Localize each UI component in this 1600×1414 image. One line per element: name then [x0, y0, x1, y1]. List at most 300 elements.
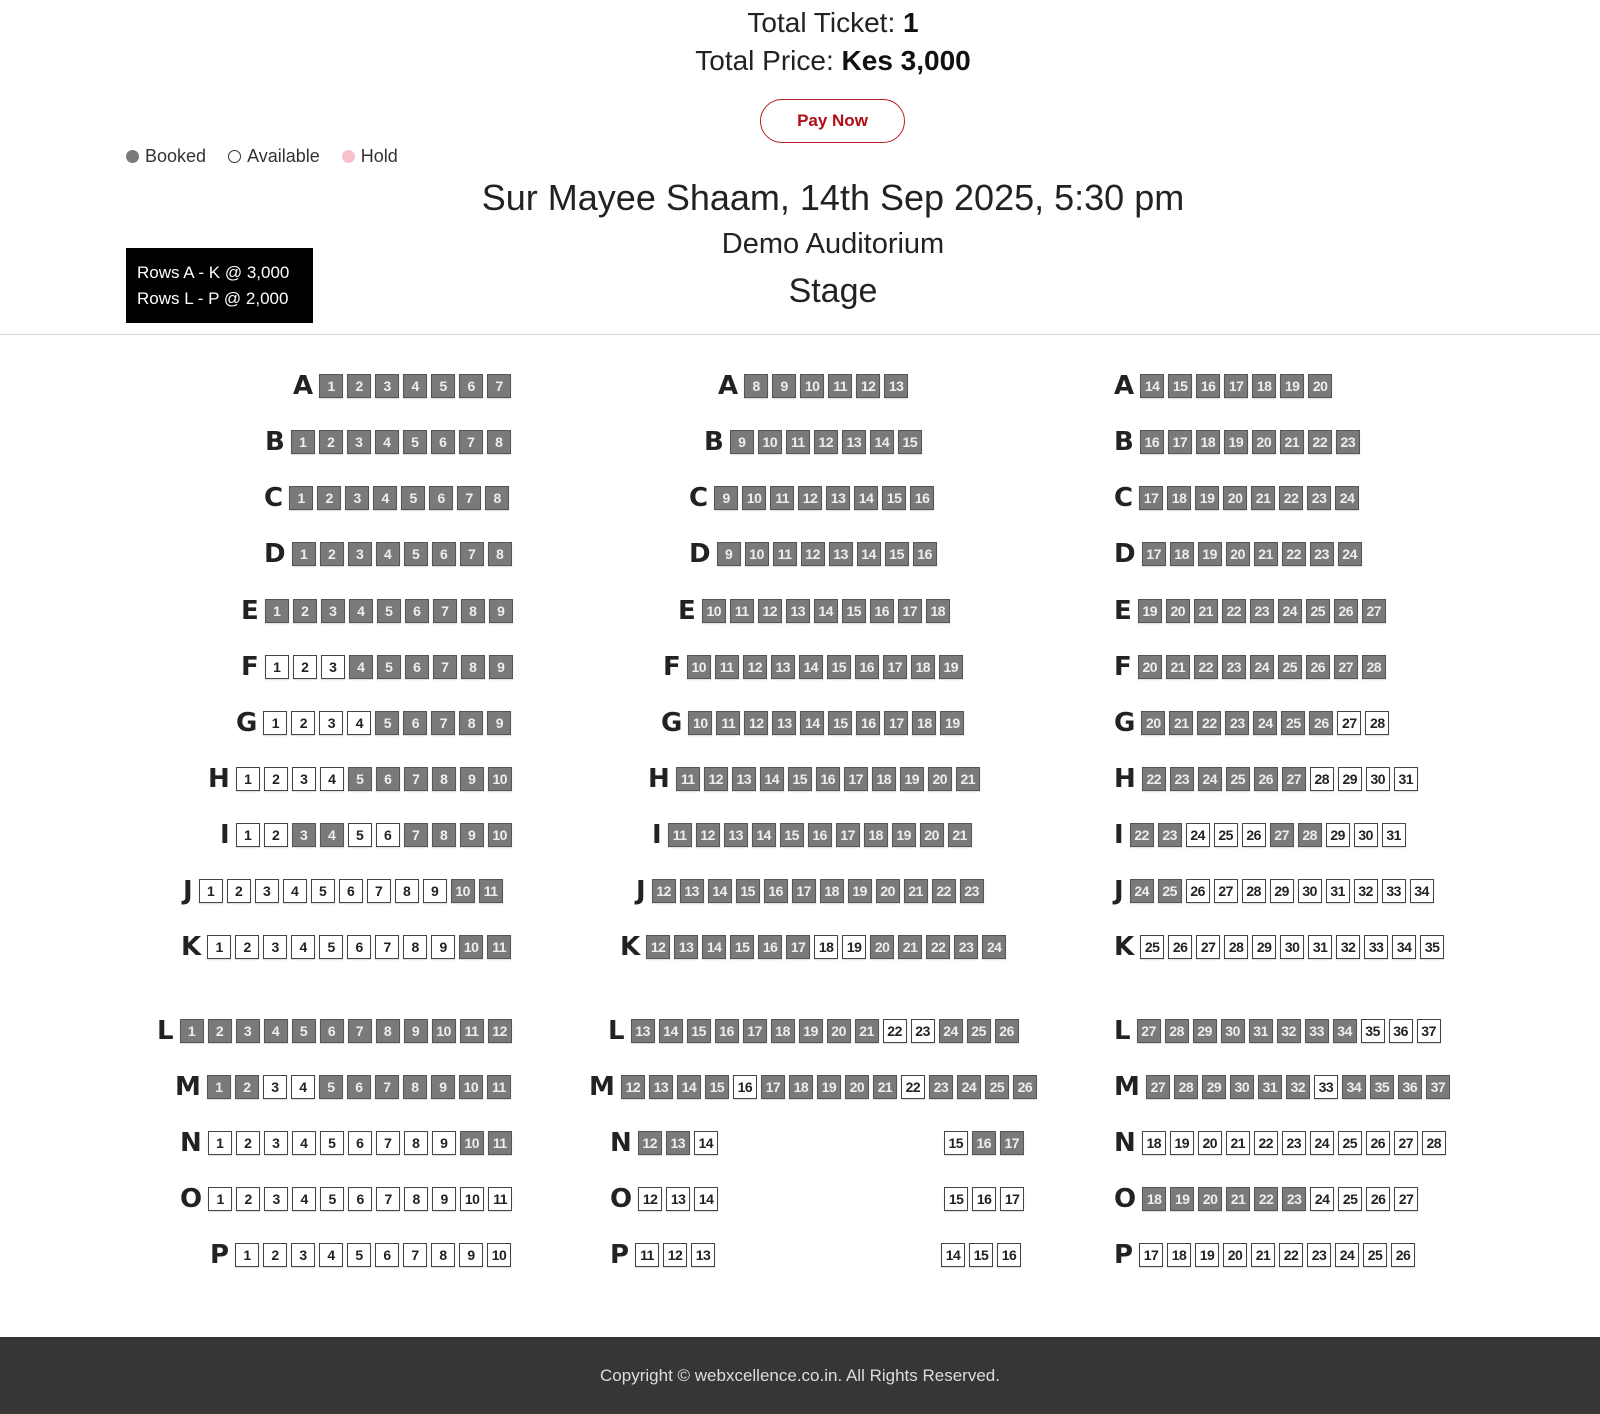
seat-K25[interactable]: 25 — [1140, 935, 1164, 959]
seat-C12: 12 — [798, 486, 822, 510]
seat-O15[interactable]: 15 — [944, 1187, 968, 1211]
seat-G28[interactable]: 28 — [1365, 711, 1389, 735]
seat-A13: 13 — [884, 374, 908, 398]
seat-I6[interactable]: 6 — [376, 823, 400, 847]
seat-E3: 3 — [321, 599, 345, 623]
row-label: L — [608, 1016, 625, 1046]
seat-C19: 19 — [1195, 486, 1219, 510]
seat-K29[interactable]: 29 — [1252, 935, 1276, 959]
seat-H30[interactable]: 30 — [1366, 767, 1390, 791]
seat-B20: 20 — [1252, 430, 1276, 454]
seat-N21[interactable]: 21 — [1226, 1131, 1250, 1155]
seat-N19[interactable]: 19 — [1170, 1131, 1194, 1155]
seat-G4[interactable]: 4 — [347, 711, 371, 735]
seat-D23: 23 — [1310, 542, 1334, 566]
seat-K27[interactable]: 27 — [1196, 935, 1220, 959]
seat-P7[interactable]: 7 — [403, 1243, 427, 1267]
seat-N22[interactable]: 22 — [1254, 1131, 1278, 1155]
seat-L17: 17 — [743, 1019, 767, 1043]
seat-P23[interactable]: 23 — [1307, 1243, 1331, 1267]
seat-P3[interactable]: 3 — [291, 1243, 315, 1267]
seat-H31[interactable]: 31 — [1394, 767, 1418, 791]
seat-J34[interactable]: 34 — [1410, 879, 1434, 903]
seat-K18[interactable]: 18 — [814, 935, 838, 959]
seat-H4[interactable]: 4 — [320, 767, 344, 791]
available-dot-icon — [228, 150, 241, 163]
seat-G27[interactable]: 27 — [1337, 711, 1361, 735]
seat-P21[interactable]: 21 — [1251, 1243, 1275, 1267]
seat-P11[interactable]: 11 — [635, 1243, 659, 1267]
seat-P26[interactable]: 26 — [1391, 1243, 1415, 1267]
seat-J33[interactable]: 33 — [1382, 879, 1406, 903]
seat-C13: 13 — [826, 486, 850, 510]
seat-N18[interactable]: 18 — [1142, 1131, 1166, 1155]
seat-J9[interactable]: 9 — [423, 879, 447, 903]
row-label: F — [663, 652, 681, 682]
seat-K17: 17 — [786, 935, 810, 959]
seat-H7: 7 — [404, 767, 428, 791]
seat-J19: 19 — [848, 879, 872, 903]
seat-P6[interactable]: 6 — [375, 1243, 399, 1267]
seat-row-C — [264, 483, 513, 513]
seat-P2[interactable]: 2 — [263, 1243, 287, 1267]
seat-O3[interactable]: 3 — [264, 1187, 288, 1211]
seat-O1[interactable]: 1 — [208, 1187, 232, 1211]
seat-K26[interactable]: 26 — [1168, 935, 1192, 959]
seat-G3[interactable]: 3 — [319, 711, 343, 735]
seat-E15: 15 — [842, 599, 866, 623]
row-label: G — [661, 708, 683, 738]
seat-O8[interactable]: 8 — [404, 1187, 428, 1211]
seat-G23: 23 — [1225, 711, 1249, 735]
seat-J30[interactable]: 30 — [1298, 879, 1322, 903]
seat-I11: 11 — [668, 823, 692, 847]
seat-N28[interactable]: 28 — [1422, 1131, 1446, 1155]
seat-I31[interactable]: 31 — [1382, 823, 1406, 847]
seat-L29: 29 — [1193, 1019, 1217, 1043]
seat-N27[interactable]: 27 — [1394, 1131, 1418, 1155]
seat-H12: 12 — [704, 767, 728, 791]
seat-F1[interactable]: 1 — [265, 655, 289, 679]
row-label: C — [689, 483, 709, 513]
seat-O24[interactable]: 24 — [1310, 1187, 1334, 1211]
seat-F10: 10 — [687, 655, 711, 679]
row-label: O — [610, 1184, 633, 1214]
seat-P17[interactable]: 17 — [1139, 1243, 1163, 1267]
row-label: I — [652, 820, 662, 850]
seat-P22[interactable]: 22 — [1279, 1243, 1303, 1267]
seat-P14[interactable]: 14 — [941, 1243, 965, 1267]
seat-M28: 28 — [1174, 1075, 1198, 1099]
seat-H28[interactable]: 28 — [1310, 767, 1334, 791]
seat-M4[interactable]: 4 — [291, 1075, 315, 1099]
seat-K16: 16 — [758, 935, 782, 959]
seat-G2[interactable]: 2 — [291, 711, 315, 735]
seat-P13[interactable]: 13 — [691, 1243, 715, 1267]
seat-J2[interactable]: 2 — [227, 879, 251, 903]
row-label: L — [157, 1016, 174, 1046]
seat-M6: 6 — [347, 1075, 371, 1099]
seat-D4: 4 — [376, 542, 400, 566]
seat-O13[interactable]: 13 — [666, 1187, 690, 1211]
seat-E10: 10 — [702, 599, 726, 623]
seat-B18: 18 — [1196, 430, 1220, 454]
seat-H20: 20 — [928, 767, 952, 791]
seat-H11: 11 — [676, 767, 700, 791]
seat-G26: 26 — [1309, 711, 1333, 735]
seat-J11: 11 — [479, 879, 503, 903]
seat-row-P — [1114, 1240, 1419, 1270]
seat-M24: 24 — [957, 1075, 981, 1099]
seat-O11[interactable]: 11 — [488, 1187, 512, 1211]
seat-row-G — [661, 708, 968, 738]
seat-O25[interactable]: 25 — [1338, 1187, 1362, 1211]
seat-M14: 14 — [677, 1075, 701, 1099]
seat-K22: 22 — [926, 935, 950, 959]
seat-N20[interactable]: 20 — [1198, 1131, 1222, 1155]
seat-P20[interactable]: 20 — [1223, 1243, 1247, 1267]
seat-M11: 11 — [487, 1075, 511, 1099]
seat-P4[interactable]: 4 — [319, 1243, 343, 1267]
seat-P25[interactable]: 25 — [1363, 1243, 1387, 1267]
seat-K11: 11 — [487, 935, 511, 959]
seat-K34[interactable]: 34 — [1392, 935, 1416, 959]
seat-M10: 10 — [459, 1075, 483, 1099]
seat-K7[interactable]: 7 — [375, 935, 399, 959]
seat-H3[interactable]: 3 — [292, 767, 316, 791]
seat-N16: 16 — [972, 1131, 996, 1155]
seat-A17: 17 — [1224, 374, 1248, 398]
seat-B6: 6 — [431, 430, 455, 454]
seat-G6: 6 — [403, 711, 427, 735]
seat-J29[interactable]: 29 — [1270, 879, 1294, 903]
row-label: H — [208, 764, 230, 794]
seat-K30[interactable]: 30 — [1280, 935, 1304, 959]
seat-K2[interactable]: 2 — [235, 935, 259, 959]
seat-O17[interactable]: 17 — [1000, 1187, 1024, 1211]
seat-F11: 11 — [715, 655, 739, 679]
seat-A6: 6 — [459, 374, 483, 398]
seat-K19[interactable]: 19 — [842, 935, 866, 959]
seat-A11: 11 — [828, 374, 852, 398]
seat-O6[interactable]: 6 — [348, 1187, 372, 1211]
seat-C2: 2 — [317, 486, 341, 510]
total-ticket-value: 1 — [903, 7, 919, 38]
seat-P16[interactable]: 16 — [997, 1243, 1021, 1267]
seat-K21: 21 — [898, 935, 922, 959]
seat-E19: 19 — [1138, 599, 1162, 623]
seat-A5: 5 — [431, 374, 455, 398]
pay-now-button[interactable]: Pay Now — [760, 99, 905, 143]
seat-M12: 12 — [621, 1075, 645, 1099]
seat-row-D — [1114, 539, 1366, 569]
seat-N14[interactable]: 14 — [694, 1131, 718, 1155]
seat-M16[interactable]: 16 — [733, 1075, 757, 1099]
seat-E5: 5 — [377, 599, 401, 623]
seat-L24: 24 — [939, 1019, 963, 1043]
seat-L8: 8 — [376, 1019, 400, 1043]
seat-O7[interactable]: 7 — [376, 1187, 400, 1211]
seat-P8[interactable]: 8 — [431, 1243, 455, 1267]
seat-C20: 20 — [1223, 486, 1247, 510]
seat-I20: 20 — [920, 823, 944, 847]
seat-row-M — [1114, 1072, 1454, 1102]
seat-I25[interactable]: 25 — [1214, 823, 1238, 847]
seat-J6[interactable]: 6 — [339, 879, 363, 903]
seat-row-H — [648, 764, 984, 794]
seat-I22: 22 — [1130, 823, 1154, 847]
seat-F15: 15 — [827, 655, 851, 679]
seat-N23[interactable]: 23 — [1282, 1131, 1306, 1155]
seat-O2[interactable]: 2 — [236, 1187, 260, 1211]
seat-K31[interactable]: 31 — [1308, 935, 1332, 959]
seat-L22[interactable]: 22 — [883, 1019, 907, 1043]
seat-F7: 7 — [433, 655, 457, 679]
seat-N12: 12 — [638, 1131, 662, 1155]
seat-F2[interactable]: 2 — [293, 655, 317, 679]
seat-N8[interactable]: 8 — [404, 1131, 428, 1155]
seat-row-L — [1114, 1016, 1445, 1046]
seat-K1[interactable]: 1 — [207, 935, 231, 959]
seat-F8: 8 — [461, 655, 485, 679]
seat-J4[interactable]: 4 — [283, 879, 307, 903]
copyright-text: Copyright © webxcellence.co.in. All Rights Reserved. — [600, 1366, 1000, 1385]
seat-D5: 5 — [404, 542, 428, 566]
seat-row-C — [1114, 483, 1363, 513]
seat-L36[interactable]: 36 — [1389, 1019, 1413, 1043]
seat-H1[interactable]: 1 — [236, 767, 260, 791]
seat-H18: 18 — [872, 767, 896, 791]
seat-L23[interactable]: 23 — [911, 1019, 935, 1043]
seat-B17: 17 — [1168, 430, 1192, 454]
seat-I14: 14 — [752, 823, 776, 847]
seat-P19[interactable]: 19 — [1195, 1243, 1219, 1267]
seat-I24[interactable]: 24 — [1186, 823, 1210, 847]
seat-P5[interactable]: 5 — [347, 1243, 371, 1267]
seat-O12[interactable]: 12 — [638, 1187, 662, 1211]
seat-O14[interactable]: 14 — [694, 1187, 718, 1211]
seat-C14: 14 — [854, 486, 878, 510]
seat-I16: 16 — [808, 823, 832, 847]
seat-L10: 10 — [432, 1019, 456, 1043]
booked-dot-icon — [126, 150, 139, 163]
seat-K32[interactable]: 32 — [1336, 935, 1360, 959]
seat-K35[interactable]: 35 — [1420, 935, 1444, 959]
seat-D10: 10 — [745, 542, 769, 566]
seat-row-O — [1114, 1184, 1422, 1214]
legend-booked-label: Booked — [145, 146, 207, 166]
seat-J1[interactable]: 1 — [199, 879, 223, 903]
seat-N9[interactable]: 9 — [432, 1131, 456, 1155]
seat-K10: 10 — [459, 935, 483, 959]
seat-O26[interactable]: 26 — [1366, 1187, 1390, 1211]
seat-A10: 10 — [800, 374, 824, 398]
seat-N4[interactable]: 4 — [292, 1131, 316, 1155]
seat-A19: 19 — [1280, 374, 1304, 398]
total-price-label: Total Price: — [695, 45, 834, 76]
seat-L35[interactable]: 35 — [1361, 1019, 1385, 1043]
seat-H29[interactable]: 29 — [1338, 767, 1362, 791]
seat-O18: 18 — [1142, 1187, 1166, 1211]
seat-P10[interactable]: 10 — [487, 1243, 511, 1267]
seat-K33[interactable]: 33 — [1364, 935, 1388, 959]
seat-K5[interactable]: 5 — [319, 935, 343, 959]
seat-F26: 26 — [1306, 655, 1330, 679]
seat-I13: 13 — [724, 823, 748, 847]
row-label: B — [1114, 427, 1134, 457]
seat-J32[interactable]: 32 — [1354, 879, 1378, 903]
seat-L12: 12 — [488, 1019, 512, 1043]
seat-O5[interactable]: 5 — [320, 1187, 344, 1211]
seat-G7: 7 — [431, 711, 455, 735]
seat-N6[interactable]: 6 — [348, 1131, 372, 1155]
seat-F20: 20 — [1138, 655, 1162, 679]
seat-H9: 9 — [460, 767, 484, 791]
seat-N5[interactable]: 5 — [320, 1131, 344, 1155]
seat-I7: 7 — [404, 823, 428, 847]
seat-P1[interactable]: 1 — [235, 1243, 259, 1267]
seat-L31: 31 — [1249, 1019, 1273, 1043]
seat-I30[interactable]: 30 — [1354, 823, 1378, 847]
row-label: J — [636, 876, 646, 906]
seat-D19: 19 — [1198, 542, 1222, 566]
seat-L21: 21 — [855, 1019, 879, 1043]
seat-E22: 22 — [1222, 599, 1246, 623]
seat-M20: 20 — [845, 1075, 869, 1099]
seat-K3[interactable]: 3 — [263, 935, 287, 959]
seat-K4[interactable]: 4 — [291, 935, 315, 959]
seat-M26: 26 — [1013, 1075, 1037, 1099]
seat-J28[interactable]: 28 — [1242, 879, 1266, 903]
seat-N2[interactable]: 2 — [236, 1131, 260, 1155]
seat-E11: 11 — [730, 599, 754, 623]
seat-N24[interactable]: 24 — [1310, 1131, 1334, 1155]
seat-J8[interactable]: 8 — [395, 879, 419, 903]
seat-A14: 14 — [1140, 374, 1164, 398]
seat-H27: 27 — [1282, 767, 1306, 791]
seat-F24: 24 — [1250, 655, 1274, 679]
seat-M3[interactable]: 3 — [263, 1075, 287, 1099]
seat-O9[interactable]: 9 — [432, 1187, 456, 1211]
seat-M33[interactable]: 33 — [1314, 1075, 1338, 1099]
seat-D13: 13 — [829, 542, 853, 566]
seat-M22[interactable]: 22 — [901, 1075, 925, 1099]
seat-I2[interactable]: 2 — [264, 823, 288, 847]
seat-G21: 21 — [1169, 711, 1193, 735]
seat-A16: 16 — [1196, 374, 1220, 398]
seat-N25[interactable]: 25 — [1338, 1131, 1362, 1155]
seat-N3[interactable]: 3 — [264, 1131, 288, 1155]
seat-J3[interactable]: 3 — [255, 879, 279, 903]
seat-N26[interactable]: 26 — [1366, 1131, 1390, 1155]
seat-N15[interactable]: 15 — [944, 1131, 968, 1155]
seat-J26[interactable]: 26 — [1186, 879, 1210, 903]
seat-K9[interactable]: 9 — [431, 935, 455, 959]
row-label: K — [181, 932, 202, 962]
seat-M31: 31 — [1258, 1075, 1282, 1099]
seat-O10[interactable]: 10 — [460, 1187, 484, 1211]
seat-D22: 22 — [1282, 542, 1306, 566]
seat-L28: 28 — [1165, 1019, 1189, 1043]
seat-L9: 9 — [404, 1019, 428, 1043]
seat-row-D — [264, 539, 516, 569]
seat-G1[interactable]: 1 — [263, 711, 287, 735]
row-label: C — [1114, 483, 1134, 513]
seat-K6[interactable]: 6 — [347, 935, 371, 959]
seat-E24: 24 — [1278, 599, 1302, 623]
total-ticket — [0, 4, 1600, 42]
seat-row-C — [689, 483, 938, 513]
seat-H26: 26 — [1254, 767, 1278, 791]
seat-I17: 17 — [836, 823, 860, 847]
row-label: H — [1114, 764, 1136, 794]
seat-O16[interactable]: 16 — [972, 1187, 996, 1211]
seat-row-P — [610, 1240, 1025, 1270]
seat-P9[interactable]: 9 — [459, 1243, 483, 1267]
seat-P24[interactable]: 24 — [1335, 1243, 1359, 1267]
seat-J24: 24 — [1130, 879, 1154, 903]
seat-J31[interactable]: 31 — [1326, 879, 1350, 903]
seat-M25: 25 — [985, 1075, 1009, 1099]
seat-J7[interactable]: 7 — [367, 879, 391, 903]
seat-I26[interactable]: 26 — [1242, 823, 1266, 847]
seat-H17: 17 — [844, 767, 868, 791]
seat-O27[interactable]: 27 — [1394, 1187, 1418, 1211]
seat-L27: 27 — [1137, 1019, 1161, 1043]
seat-P15[interactable]: 15 — [969, 1243, 993, 1267]
seat-K12: 12 — [646, 935, 670, 959]
seat-E8: 8 — [461, 599, 485, 623]
seat-row-I — [1114, 820, 1410, 850]
seat-H2[interactable]: 2 — [264, 767, 288, 791]
seat-J5[interactable]: 5 — [311, 879, 335, 903]
seat-N1[interactable]: 1 — [208, 1131, 232, 1155]
seat-K8[interactable]: 8 — [403, 935, 427, 959]
seat-B4: 4 — [375, 430, 399, 454]
seat-C6: 6 — [429, 486, 453, 510]
seat-I29[interactable]: 29 — [1326, 823, 1350, 847]
seat-O4[interactable]: 4 — [292, 1187, 316, 1211]
seat-F3[interactable]: 3 — [321, 655, 345, 679]
seat-J25: 25 — [1158, 879, 1182, 903]
seat-row-G — [1114, 708, 1393, 738]
seat-G9: 9 — [487, 711, 511, 735]
seat-J23: 23 — [960, 879, 984, 903]
seat-row-D — [689, 539, 941, 569]
seat-B21: 21 — [1280, 430, 1304, 454]
row-label: A — [1114, 371, 1135, 401]
seat-L37[interactable]: 37 — [1417, 1019, 1441, 1043]
seat-O20: 20 — [1198, 1187, 1222, 1211]
row-label: C — [264, 483, 284, 513]
seat-P12[interactable]: 12 — [663, 1243, 687, 1267]
seat-C9: 9 — [714, 486, 738, 510]
seat-N7[interactable]: 7 — [376, 1131, 400, 1155]
seat-I1[interactable]: 1 — [236, 823, 260, 847]
seat-row-O — [610, 1184, 1028, 1214]
seat-L11: 11 — [460, 1019, 484, 1043]
seat-N13: 13 — [666, 1131, 690, 1155]
seat-row-M — [175, 1072, 515, 1102]
seat-D7: 7 — [460, 542, 484, 566]
seat-K28[interactable]: 28 — [1224, 935, 1248, 959]
row-label: E — [1114, 596, 1132, 626]
seat-I5[interactable]: 5 — [348, 823, 372, 847]
seat-P18[interactable]: 18 — [1167, 1243, 1191, 1267]
legend-hold-label: Hold — [360, 146, 398, 166]
seat-J27[interactable]: 27 — [1214, 879, 1238, 903]
row-label: N — [610, 1128, 632, 1158]
